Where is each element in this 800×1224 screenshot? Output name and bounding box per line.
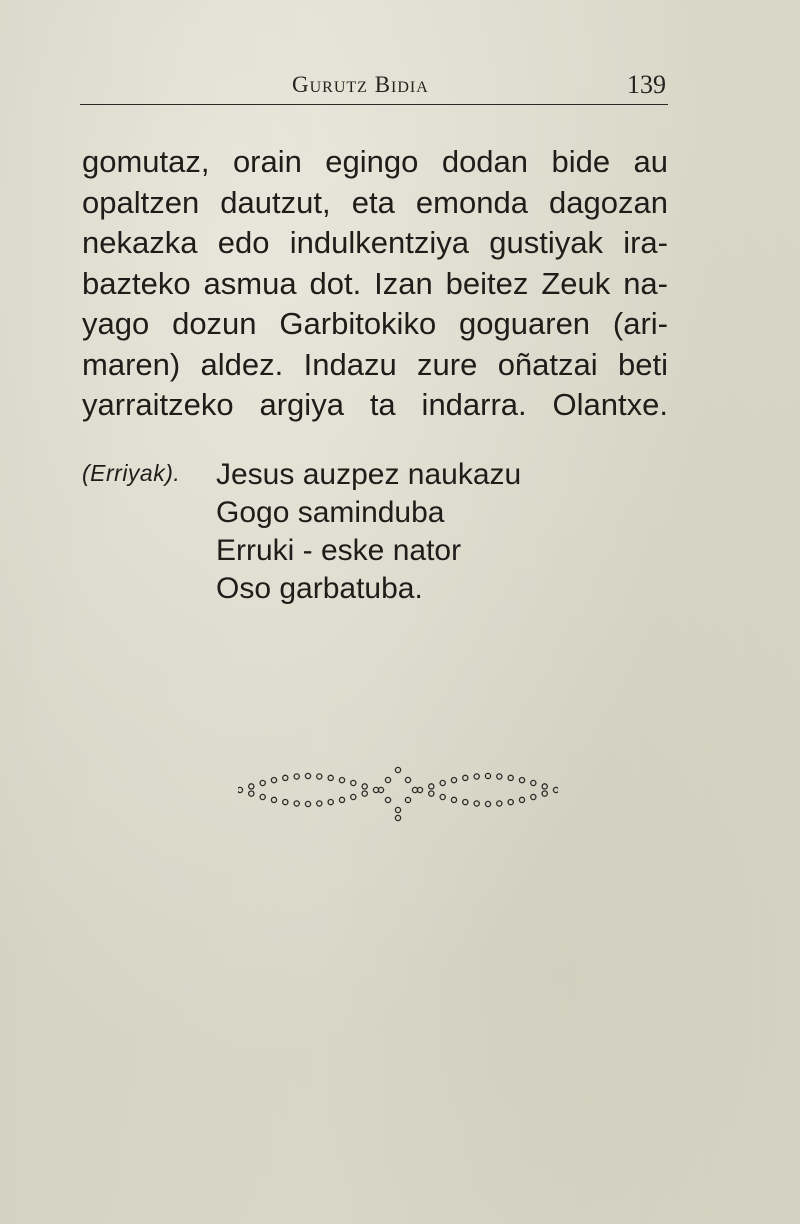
ornament-dot xyxy=(249,784,254,789)
running-title: Gurutz Bidia xyxy=(292,72,429,97)
ornament-dot xyxy=(463,800,468,805)
ornament-dot xyxy=(440,780,445,785)
ornament-dot xyxy=(395,767,400,772)
ornament-dot xyxy=(294,774,299,779)
body-line: bazteko asmua dot. Izan beitez Zeuk na- xyxy=(82,265,668,301)
running-header xyxy=(80,70,668,105)
verse-lines xyxy=(216,456,521,608)
ornament-dot xyxy=(485,801,490,806)
ornament-dot xyxy=(362,784,367,789)
ornament-dot xyxy=(497,774,502,779)
ornament-dot xyxy=(238,787,243,792)
body-line: gomutaz, orain egingo dodan bide au xyxy=(82,144,668,179)
ornament-dot xyxy=(405,797,410,802)
ornament-dot xyxy=(395,807,400,812)
ornament-dot xyxy=(328,775,333,780)
ornament-dot xyxy=(305,773,310,778)
ornament-dot xyxy=(260,794,265,799)
ornament-dot xyxy=(474,774,479,779)
ornament-dot xyxy=(485,773,490,778)
ornament-dot xyxy=(317,774,322,779)
ornament-dot xyxy=(508,775,513,780)
ornament-dot xyxy=(440,794,445,799)
ornament-dot xyxy=(429,784,434,789)
body-line: maren) aldez. Indazu zure oñatzai beti xyxy=(82,346,668,382)
ornament-dot xyxy=(385,777,390,782)
body-line: nekazka edo indulkentziya gustiyak ira- xyxy=(82,225,668,260)
ornament-dot xyxy=(542,784,547,789)
ornament-dot xyxy=(497,801,502,806)
body-line: opaltzen dautzut, eta emonda dagozan xyxy=(82,184,668,220)
body-paragraph xyxy=(82,142,668,426)
ornament-dot xyxy=(283,775,288,780)
verse-line: Gogo saminduba xyxy=(216,496,445,529)
body-line: yarraitzeko argiya ta indarra. Olantxe. xyxy=(82,387,668,422)
ornament-dot xyxy=(339,797,344,802)
ornament-dot xyxy=(317,801,322,806)
ornament-dot xyxy=(395,815,400,820)
ornament-dot xyxy=(385,797,390,802)
ornament-dot xyxy=(451,778,456,783)
ornament-dot xyxy=(249,791,254,796)
ornament-dot xyxy=(339,778,344,783)
ornament-dot xyxy=(328,800,333,805)
ornament-dot xyxy=(519,797,524,802)
ornament-dot xyxy=(294,801,299,806)
ornament-dot xyxy=(553,787,558,792)
verse-line: Oso garbatuba. xyxy=(216,572,423,605)
verse-line: Jesus auzpez naukazu xyxy=(216,458,522,491)
verse-label: (Erriyak). xyxy=(82,460,181,486)
ornament-dot xyxy=(351,794,356,799)
ornament-dot xyxy=(519,778,524,783)
body-line: yago dozun Garbitokiko goguaren (ari- xyxy=(82,306,668,341)
ornament-dot xyxy=(429,791,434,796)
ornament-dot xyxy=(463,775,468,780)
ornament-dot xyxy=(283,800,288,805)
ornament-dot xyxy=(474,801,479,806)
ornament-dot xyxy=(531,780,536,785)
page-number: 139 xyxy=(627,70,666,99)
ornament-dot xyxy=(271,797,276,802)
ornament-dot xyxy=(531,794,536,799)
ornament-dot xyxy=(260,780,265,785)
ornament-dot xyxy=(542,791,547,796)
ornament-dot xyxy=(362,791,367,796)
ornament-dot xyxy=(271,778,276,783)
ornament-dot xyxy=(451,797,456,802)
dotted-ornament-icon xyxy=(238,762,558,824)
ornament-dot xyxy=(305,801,310,806)
ornament-dot xyxy=(405,777,410,782)
ornament-dot xyxy=(508,800,513,805)
ornament-dot xyxy=(351,780,356,785)
verse-line: Erruki - eske nator xyxy=(216,534,462,567)
